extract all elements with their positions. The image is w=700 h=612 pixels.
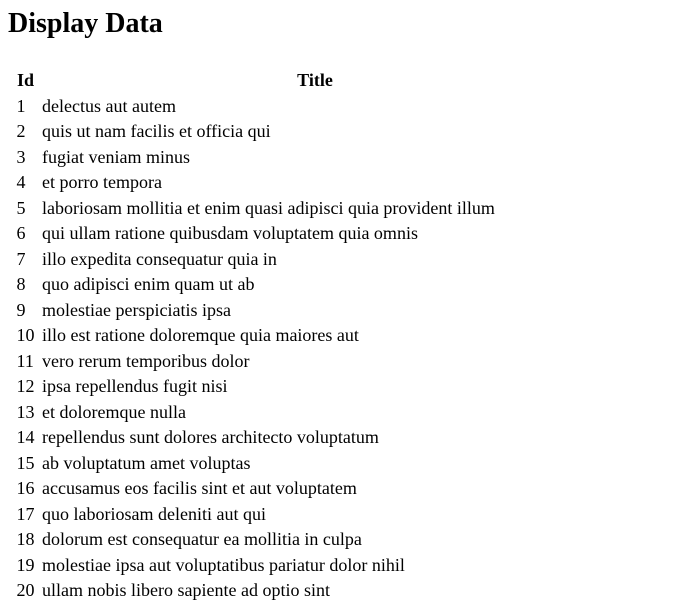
row-title-cell: quo adipisci enim quam ut ab — [42, 274, 255, 295]
row-id-cell: 13 — [16, 401, 35, 422]
table-row — [8, 323, 588, 349]
row-title-cell: et doloremque nulla — [42, 401, 186, 422]
table-row — [8, 553, 588, 579]
row-id-cell: 11 — [16, 350, 34, 371]
table-body — [8, 94, 588, 604]
row-title-cell: molestiae ipsa aut voluptatibus pariatur dolor nihil — [42, 554, 405, 575]
row-id-cell: 7 — [16, 248, 26, 269]
row-title-cell: et porro tempora — [42, 172, 162, 193]
table-row — [8, 94, 588, 120]
row-id-cell: 16 — [16, 478, 35, 499]
row-id-cell: 17 — [16, 503, 35, 524]
row-id-cell: 6 — [16, 223, 26, 244]
row-title-cell: quis ut nam facilis et officia qui — [42, 121, 271, 142]
table-row — [8, 476, 588, 502]
row-id-cell: 2 — [16, 121, 26, 142]
row-title-cell: illo est ratione doloremque quia maiores aut — [42, 325, 359, 346]
table-row — [8, 196, 588, 222]
row-id-cell: 20 — [16, 580, 35, 601]
row-title-cell: ipsa repellendus fugit nisi — [42, 376, 228, 397]
row-title-cell: ullam nobis libero sapiente ad optio sint — [42, 580, 330, 601]
table-row — [8, 527, 588, 553]
row-id-cell: 4 — [16, 172, 26, 193]
row-title-cell: laboriosam mollitia et enim quasi adipisci quia provident illum — [42, 197, 495, 218]
row-id-cell: 9 — [16, 299, 26, 320]
table-row — [8, 374, 588, 400]
table-row — [8, 400, 588, 426]
table-row — [8, 272, 588, 298]
row-title-cell: repellendus sunt dolores architecto voluptatum — [42, 427, 379, 448]
row-id-cell: 10 — [16, 325, 35, 346]
row-id-cell: 8 — [16, 274, 26, 295]
table-header-id: Id — [16, 70, 34, 91]
table-header-row — [8, 68, 588, 94]
table-row — [8, 578, 588, 604]
data-table — [8, 68, 588, 604]
table-row — [8, 298, 588, 324]
row-title-cell: illo expedita consequatur quia in — [42, 248, 277, 269]
row-title-cell: molestiae perspiciatis ipsa — [42, 299, 231, 320]
row-title-cell: dolorum est consequatur ea mollitia in culpa — [42, 529, 362, 550]
row-id-cell: 12 — [16, 376, 35, 397]
table-head — [8, 68, 588, 94]
row-title-cell: vero rerum temporibus dolor — [42, 350, 250, 371]
table-row — [8, 170, 588, 196]
page-title: Display Data — [8, 8, 163, 39]
row-id-cell: 3 — [16, 146, 26, 167]
table-row — [8, 451, 588, 477]
table-header-title: Title — [297, 70, 333, 91]
row-id-cell: 15 — [16, 452, 35, 473]
table-row — [8, 425, 588, 451]
row-title-cell: delectus aut autem — [42, 95, 176, 116]
table-row — [8, 349, 588, 375]
table-row — [8, 145, 588, 171]
row-title-cell: ab voluptatum amet voluptas — [42, 452, 251, 473]
row-title-cell: qui ullam ratione quibusdam voluptatem quia omnis — [42, 223, 418, 244]
row-id-cell: 18 — [16, 529, 35, 550]
row-id-cell: 1 — [16, 95, 26, 116]
row-title-cell: accusamus eos facilis sint et aut voluptatem — [42, 478, 357, 499]
row-id-cell: 19 — [16, 554, 35, 575]
row-title-cell: fugiat veniam minus — [42, 146, 190, 167]
table-row — [8, 221, 588, 247]
row-title-cell: quo laboriosam deleniti aut qui — [42, 503, 266, 524]
table-row — [8, 502, 588, 528]
row-id-cell: 14 — [16, 427, 35, 448]
row-id-cell: 5 — [16, 197, 26, 218]
table-row — [8, 119, 588, 145]
table-row — [8, 247, 588, 273]
